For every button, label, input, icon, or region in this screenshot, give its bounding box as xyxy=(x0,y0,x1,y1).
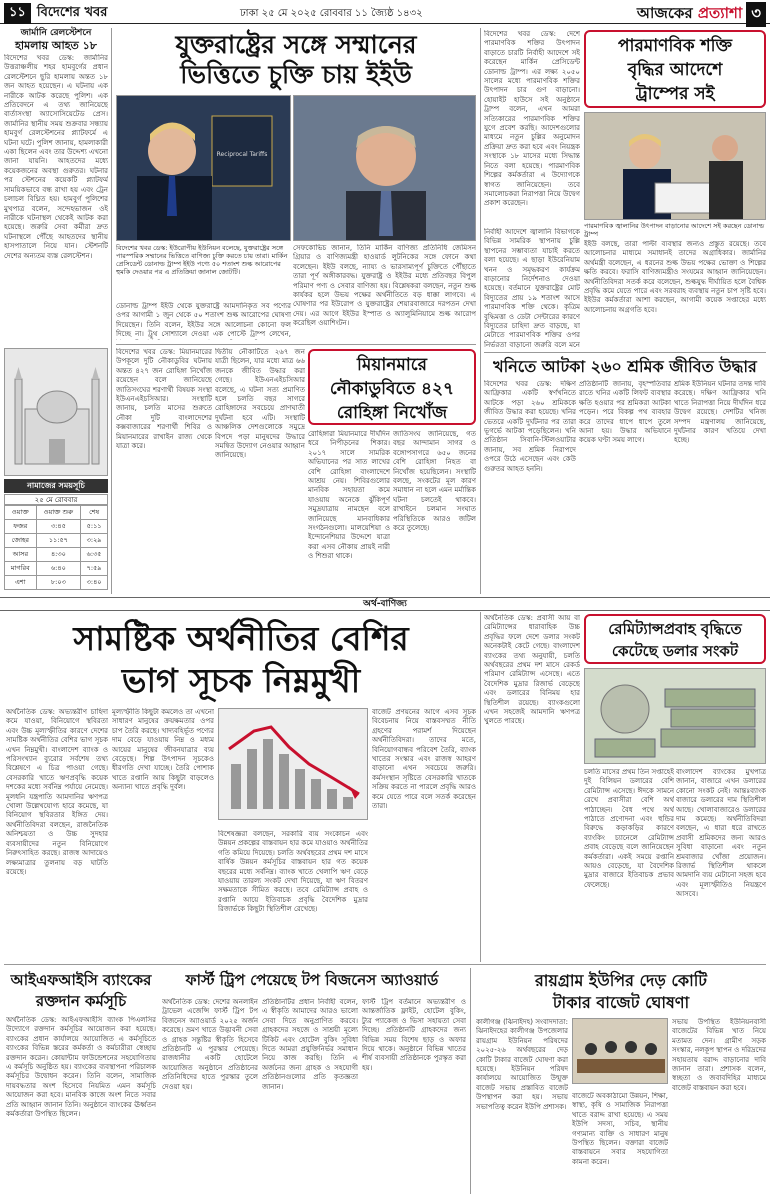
eu-body-2: সেফকোভিচ জানান, তিনি মার্কিন বাণিজ্য প্রতিনিধি জেমিসন গ্রিয়ার ও বাণিজ্যমন্ত্রী হাওয়ার্ড লুটনিকের সঙ্গে ফোনে কথা বলেছেন। ইইউ বলছে, ন্যায্য ও ভারসাম্যপূর্ণ চুক্তিতে পৌঁছাতে তারা পূর্ণ অঙ্গীকারবদ্ধ। যুক্তরাষ্ট্র ও ইইউর মধ্যে প্রতিবছর বিপুল পরিমাণ পণ্য ও সেবার বাণিজ্য হয়। বিশ্লেষকরা বলছেন, নতুন শুল্ক কার্যকর হলে উভয় পক্ষের অর্থনীতিতে বড় ধাক্কা লাগবে। এ ঘোষণার পর ইউরোপ ও যুক্তরাষ্ট্রের শেয়ারবাজারে দরপতন দেখা দেয়। এর আগে ইইউর ইস্পাত ও অ্যালুমিনিয়ামে শুল্ক আরোপ করেছিল ওয়াশিংটন। xyxy=(293,244,476,328)
column-divider xyxy=(480,612,481,962)
germany-article xyxy=(4,28,108,344)
column-divider xyxy=(470,968,471,1194)
prayer-cell: ৭:৫৯ xyxy=(81,562,108,576)
nuclear-headline-line1: পারমাণবিক শক্তি xyxy=(617,36,733,56)
column-divider xyxy=(480,28,481,594)
prayer-cell: ফজর xyxy=(5,520,37,534)
myanmar-body-1: বিদেশের খবর ডেস্ক: মিয়ানমারের উপকূলে দুটি নৌকাডুবির ঘটনায় অন্তত ৪২৭ জন রোহিঙ্গা নিখোঁজ রয়েছেন বলে জানিয়েছে জাতিসংঘের শরণার্থী বিষয়ক সংস্থা ইউএনএইচসিআর। সংস্থাটি জানায়, চলতি মাসের শুরুতে নৌকা দুটি বাংলাদেশের কক্সবাজারের শরণার্থী শিবির ও মিয়ানমারের রাখাইন রাজ্য থেকে যাত্রা করে। xyxy=(116,348,212,451)
prayer-cell: ৮:০৩ xyxy=(36,576,81,590)
myanmar-headline-line2: নৌকাডুবিতে ৪২৭ xyxy=(329,379,455,399)
prayer-cell: ৩:৪৫ xyxy=(36,520,81,534)
prayer-header: ওয়াক্ত শুরু xyxy=(36,506,81,520)
column-divider xyxy=(111,28,112,594)
trend-down-icon xyxy=(219,709,368,820)
eu-body-1: ডোনাল্ড ট্রাম্প ইইউ থেকে যুক্তরাষ্ট্রে আমদানিকৃত সব পণ্যের ওপর আগামী ১ জুন থেকে ৫০ শতাংশ শুল্ক আরোপের ঘোষণা দিয়েছেন। তিনি বলেন, ইইউর সঙ্গে আলোচনা কোনো ফল দিচ্ছে না। ট্রুথ সোশ্যালে দেওয়া এক পোস্টে ট্রাম্প লেখেন, xyxy=(116,302,291,339)
raigram-body-1: কালীগঞ্জ (ঝিনাইদহ) সংবাদদাতা: ঝিনাইদহের কালীগঞ্জ উপজেলার রায়গ্রাম ইউনিয়ন পরিষদের ২০২৫-২৬ অর্থবছরের দেড় কোটি টাকার বাজেট ঘোষণা করা হয়েছে। ইউনিয়ন পরিষদ কার্যালয়ে আয়োজিত উন্মুক্ত বাজেট সভায় প্রস্তাবিত বাজেট উপস্থাপন করা হয়। সভায় সভাপতিত্ব করেন ইউপি প্রশাসক। xyxy=(476,1018,568,1111)
myanmar-body-2: দ্বিতীয় নৌকাটিতে ২৬৭ জন যাত্রী ছিলেন, যার মধ্যে মাত্র ৬৬ জনকে জীবিত উদ্ধার করা গেছে। ইউএনএইচসিআর বলেছে, এ ঘটনা সত্য প্রমাণিত হলে চলতি বছর সাগরে রোহিঙ্গাদের সবচেয়ে প্রাণঘাতী দুর্ঘটনা হবে এটি। সংস্থাটি আঞ্চলিক দেশগুলোকে সমুদ্রে বিপদে পড়া মানুষদের উদ্ধারে সমন্বিত উদ্যোগ নেওয়ার আহ্বান জানিয়েছে। xyxy=(215,348,305,460)
economy-headline xyxy=(6,618,476,702)
myanmar-headline xyxy=(308,349,476,425)
firsttrip-headline: ফার্স্ট ট্রিপ পেয়েছে টপ বিজনেস অ্যাওয়ার্ড xyxy=(185,971,439,989)
dollar-bills-icon xyxy=(585,669,766,764)
row-divider xyxy=(484,352,766,353)
photo-board-text: Reciprocal Tariffs xyxy=(216,151,268,158)
myanmar-headline-line1: মিয়ানমারে xyxy=(357,355,427,375)
raigram-headline xyxy=(476,970,766,1014)
nuclear-photo xyxy=(584,112,766,220)
raigram-body-2: বাজেটে অবকাঠামো উন্নয়ন, শিক্ষা, স্বাস্থ্য, কৃষি ও সামাজিক নিরাপত্তা খাতে বরাদ্দ রাখা হয়েছে। এ সময় ইউপি সদস্য, সচিব, স্থানীয় গণ্যমান্য ব্যক্তি ও সাধারণ মানুষ উপস্থিত ছিলেন। বক্তারা বাজেট বাস্তবায়নে সবার সহযোগিতা কামনা করেন। xyxy=(572,1092,668,1166)
prayer-cell: ৩:৪০ xyxy=(81,576,108,590)
mine-headline: খনিতে আটকা ২৬০ শ্রমিক জীবিত উদ্ধার xyxy=(493,357,757,376)
person-icon xyxy=(294,96,476,241)
prayer-cell: মাগরিব xyxy=(5,562,37,576)
masthead-name: প্রত্যাশা xyxy=(697,4,743,22)
eu-headline xyxy=(116,30,476,90)
nuclear-headline-line3: ট্রাম্পের সই xyxy=(635,84,715,104)
page-number-right: ৩ xyxy=(746,2,766,27)
remittance-headline-line2: কেটেছে ডলার সংকট xyxy=(611,642,739,660)
remittance-headline-line1: রেমিট্যান্সপ্রবাহ বৃদ্ধিতে xyxy=(608,620,742,638)
prayer-date: ২৫ মে রোববার xyxy=(4,494,108,505)
page-header xyxy=(0,0,770,24)
prayer-header: শেষ xyxy=(81,506,108,520)
eu-headline-line2: ভিত্তিতে চুক্তি চায় ইইউ xyxy=(180,60,412,89)
trump-photo xyxy=(116,95,291,241)
eu-caption: বিদেশের খবর ডেস্ক: ইউরোপীয় ইউনিয়ন বলেছে, যুক্তরাষ্ট্রের সঙ্গে পারস্পরিক সম্মানের ভিত্তিতে বাণিজ্য চুক্তি করতে চায় তারা। মার্কিন প্রেসিডেন্ট ডোনাল্ড ট্রাম্প ইইউ পণ্যে ৫০ শতাংশ শুল্ক আরোপের হুমকি দেওয়ার পর এ প্রতিক্রিয়া জানাল জোটটি। xyxy=(116,244,288,276)
masthead-prefix: আজকের xyxy=(636,4,693,22)
economy-chart-caption xyxy=(218,820,368,828)
prayer-table xyxy=(4,505,108,590)
firsttrip-body-1: অর্থনৈতিক ডেস্ক: দেশের অনলাইন ট্রাভেল এজেন্সি ফার্স্ট ট্রিপ টপ বিজনেস অ্যাওয়ার্ড ২০২৫ অর্জন করেছে। ভ্রমণ খাতে উদ্ভাবনী সেবা ও গ্রাহক সন্তুষ্টির স্বীকৃতি হিসেবে প্রতিষ্ঠানটি এ পুরস্কার পেয়েছে। রাজধানীর একটি হোটেলে আয়োজিত অনুষ্ঠানে প্রতিষ্ঠানের প্রতিনিধিদের হাতে পুরস্কার তুলে দেওয়া হয়। xyxy=(162,998,258,1091)
economy-body-3: বিশেষজ্ঞরা বলছেন, সরকারি ব্যয় সংকোচন এবং উন্নয়ন প্রকল্পের বাস্তবায়ন হার কমে যাওয়াও অর্থনীতির গতি কমিয়ে দিয়েছে। চলতি অর্থবছরের প্রথম দশ মাসে বার্ষিক উন্নয়ন কর্মসূচির বাস্তবায়ন হার গত কয়েক বছরের মধ্যে সর্বনিম্ন। ব্যাংক খাতে খেলাপি ঋণ বেড়ে যাওয়ায় তারল্য সংকট দেখা দিয়েছে, যা ঋণ বিতরণ সক্ষমতাকে সীমিত করছে। তবে রেমিট্যান্স প্রবাহ ও রপ্তানি আয়ে ইতিবাচক প্রবৃদ্ধি বৈদেশিক মুদ্রার রিজার্ভকে কিছুটা স্থিতিশীল রেখেছে। xyxy=(218,830,368,914)
germany-headline: হামলায় আহত ১৮ xyxy=(15,39,97,52)
remittance-body-1: অর্থনৈতিক ডেস্ক: প্রবাসী আয় বা রেমিট্যান্সের ধারাবাহিক উচ্চ প্রবৃদ্ধির ফলে দেশে ডলার সংকট অনেকটাই কেটে গেছে। বাংলাদেশ ব্যাংকের তথ্য অনুযায়ী, চলতি অর্থবছরের প্রথম দশ মাসে রেকর্ড পরিমাণ রেমিট্যান্স এসেছে। এতে বৈদেশিক মুদ্রার রিজার্ভ বেড়েছে এবং ডলারের বিনিময় হার স্থিতিশীল রয়েছে। ব্যাংকগুলো এখন সহজেই আমদানি ঋণপত্র খুলতে পারছে। xyxy=(484,614,580,726)
mine-body-2: প্রতিষ্ঠানটি জানায়, বৃহস্পতিবার রাতে খনির একটি লিফট ব্যবস্থার ক্ষতি হওয়ার পর শ্রমিকরা আটকা পড়েন। পরে বিকল্প পথ ব্যবহার করে তাদের ধাপে ধাপে তুলে আনা হয়। উদ্ধার অভিযানে কয়েক ঘণ্টা সময় লাগে। xyxy=(579,380,671,445)
raigram-headline-line1: রায়গ্রাম ইউপির দেড় কোটি xyxy=(534,971,708,990)
row-divider xyxy=(116,344,476,345)
prayer-cell: জোহর xyxy=(5,534,37,548)
nuclear-headline-line2: বৃদ্ধির আদেশে xyxy=(627,60,723,80)
myanmar-body-3: রোহিঙ্গারা মিয়ানমারে দীর্ঘদিন ধরে নিপীড়নের শিকার। ২০১৭ সালে সামরিক অভিযানের পর সাত লাখের বেশি রোহিঙ্গা বাংলাদেশে আশ্রয় নেয়। শিবিরগুলোর মানবিক সহায়তা কমে যাওয়ায় অনেকে ঝুঁকিপূর্ণ সমুদ্রযাত্রায় নামছেন বলে জানিয়েছে মানবাধিকার সংগঠনগুলো। মালয়েশিয়া ও ইন্দোনেশিয়ার উদ্দেশে যাত্রা করা এসব নৌকায় প্রায়ই নারী ও শিশুরা থাকে। xyxy=(308,430,390,561)
signing-icon xyxy=(585,113,766,220)
firsttrip-body-3: ফার্স্ট ট্রিপ বর্তমানে অভ্যন্তরীণ ও আন্তর্জাতিক ফ্লাইট, হোটেল বুকিং, ট্যুর প্যাকেজ ও ভিসা সহায়তা সেবা দিচ্ছে। প্রতিষ্ঠানটি গ্রাহকদের জন্য বিভিন্ন সময় বিশেষ ছাড় ও অফার দিয়ে থাকে। অনুষ্ঠানে বিভিন্ন খাতের শীর্ষ ব্যবসায়ী প্রতিষ্ঠানকে পুরস্কৃত করা হয়। xyxy=(362,998,466,1072)
mosque-photo xyxy=(4,348,108,476)
economy-body-4: বাজেট প্রণয়নের আগে এসব সূচক বিবেচনায় নিয়ে বাস্তবসম্মত নীতি গ্রহণের পরামর্শ দিয়েছেন অর্থনীতিবিদরা। তাদের মতে, বিনিয়োগবান্ধব পরিবেশ তৈরি, ব্যাংক খাতের সংস্কার এবং রাজস্ব আহরণ বাড়ানো এখন সবচেয়ে জরুরি। কর্মসংস্থান সৃষ্টিতে বেসরকারি খাতকে সক্রিয় করতে না পারলে প্রবৃদ্ধি আরও কমে যেতে পারে বলে সতর্ক করেছেন তারা। xyxy=(372,708,476,811)
prayer-cell: আসর xyxy=(5,548,37,562)
remittance-headline xyxy=(584,614,766,664)
mine-body-3: শ্রমিক ইউনিয়ন ঘটনার তদন্ত দাবি করেছে। দক্ষিণ আফ্রিকার খনি খাতে নিরাপত্তা নিয়ে দীর্ঘদিন ধরে উদ্বেগ রয়েছে। দেশটির খনিজ সম্পদ মন্ত্রণালয় জানিয়েছে, দুর্ঘটনার কারণ খতিয়ে দেখা হচ্ছে। xyxy=(674,380,766,445)
mosque-icon xyxy=(5,349,108,476)
raigram-body-3: সভায় উপস্থিত ইউনিয়নবাসী বাজেটের বিভিন্ন খাত নিয়ে মতামত দেন। গ্রামীণ সড়ক সংস্কার, নলকূপ স্থাপন ও দরিদ্রদের সহায়তায় বরাদ্দ বাড়ানোর দাবি জানান তারা। প্রশাসক বলেন, স্বচ্ছতা ও জবাবদিহির মাধ্যমে বাজেট বাস্তবায়ন করা হবে। xyxy=(672,1018,766,1092)
raigram-headline-line2: টাকার বাজেট ঘোষণা xyxy=(552,993,690,1012)
prayer-cell: ৫:১১ xyxy=(81,520,108,534)
remittance-body-2: চলতি মাসের প্রথম তিন সপ্তাহেই দুই বিলিয়ন ডলারের বেশি রেমিট্যান্স এসেছে। ঈদকে সামনে রেখে প্রবাসীরা বেশি অর্থ পাঠাচ্ছেন। বৈধ পথে অর্থ পাঠাতে প্রণোদনা এবং হুন্ডির বিরুদ্ধে কড়াকড়ির কারণে ব্যাংকিং চ্যানেলে রেমিট্যান্স প্রবাহ বেড়েছে বলে জানিয়েছেন কর্মকর্তারা। একই সময়ে রপ্তানি আয়ও বেড়েছে, যা বৈদেশিক মুদ্রার বাজারে ইতিবাচক প্রভাব ফেলেছে। xyxy=(584,768,674,889)
economy-headline-line2: ভাগ সূচক নিম্নমুখী xyxy=(121,661,361,700)
ific-body: অর্থনৈতিক ডেস্ক: আইএফআইসি ব্যাংক পিএলসির উদ্যোগে রক্তদান কর্মসূচির আয়োজন করা হয়েছে। ব্যাংকের প্রধান কার্যালয়ে আয়োজিত এ কর্মসূচিতে ব্যাংকের বিভিন্ন স্তরের কর্মকর্তা ও কর্মচারীরা স্বেচ্ছায় রক্তদান করেন। কোয়ান্টাম ফাউন্ডেশনের সহযোগিতায় এ কর্মসূচি অনুষ্ঠিত হয়। ব্যাংকের ব্যবস্থাপনা পরিচালক কর্মসূচির উদ্বোধন করেন। তিনি বলেন, সামাজিক দায়বদ্ধতার অংশ হিসেবে নিয়মিত এমন কর্মসূচি আয়োজন করা হবে। মানবিক কাজে অংশ নিতে সবার প্রতি আহ্বান জানান তিনি। অনুষ্ঠানে ব্যাংকের ঊর্ধ্বতন কর্মকর্তারা উপস্থিত ছিলেন। xyxy=(6,1016,156,1119)
meeting-icon xyxy=(573,1019,668,1084)
economy-chart-graphic xyxy=(218,708,368,820)
dollar-photo xyxy=(584,668,766,764)
economy-body-2: মূল্যস্ফীতি কিছুটা কমলেও তা এখনো সাধারণ মানুষের ক্রয়ক্ষমতার ওপর চাপ তৈরি করছে। খাদ্যবহির্ভূত পণ্যের দাম বেড়ে যাওয়ায় নিম্ন ও মধ্যম আয়ের মানুষের জীবনযাত্রার ব্যয় বেড়েছে। শিল্প উৎপাদন সূচকেও ধীরগতি দেখা যাচ্ছে। তৈরি পোশাক খাতে রপ্তানি আয় কিছুটা বাড়লেও অন্যান্য খাতে প্রবৃদ্ধি দুর্বল। xyxy=(112,708,214,792)
remittance-body-3: বাংলাদেশ ব্যাংকের মুখপাত্র জানান, বাজারে এখন ডলারের কোনো সংকট নেই। আন্তঃব্যাংক বাজারে ডলারের দাম স্থিতিশীল আছে। খোলাবাজারেও ডলারের দাম কমেছে। অর্থনীতিবিদরা বলছেন, এ ধারা ধরে রাখতে প্রবাসী শ্রমিকদের জন্য আরও সুবিধা বাড়ানো এবং নতুন শ্রমবাজার খোঁজা প্রয়োজন। রিজার্ভ স্থিতিশীল থাকলে আমদানি ব্যয় মেটানো সহজ হবে এবং মূল্যস্ফীতিও নিয়ন্ত্রণে আসবে। xyxy=(676,768,766,899)
nuclear-headline xyxy=(584,30,766,108)
germany-body: বিদেশের খবর ডেস্ক: জার্মানির উত্তরাঞ্চলীয় শহর হামবুর্গের প্রধান রেলস্টেশনে ছুরি হামলায় অন্তত ১৮ জন আহত হয়েছেন। এ ঘটনায় এক নারীকে আটক করেছে পুলিশ। এক প্রতিবেদনে এ তথ্য জানিয়েছে বার্তাসংস্থা অ্যাসোসিয়েটেড প্রেস। জার্মানির স্থানীয় সময় শুক্রবার সন্ধ্যায় হামবুর্গ রেলস্টেশনের প্ল্যাটফর্মে এ ঘটনা ঘটে। পুলিশ জানায়, হামলাকারী একা ছিলেন এবং তার উদ্দেশ্য এখনো জানা যায়নি। আহতদের মধ্যে কয়েকজনের অবস্থা গুরুতর। ঘটনার পর স্টেশনের কয়েকটি প্ল্যাটফর্ম সাময়িকভাবে বন্ধ রাখা হয় এবং ট্রেন চলাচল বিঘ্নিত হয়। হামবুর্গ পুলিশের মুখপাত্র বলেন, সন্দেহভাজন ওই নারীকে ঘটনাস্থল থেকেই আটক করা হয়েছে। জরুরি সেবা কর্মীরা দ্রুত ঘটনাস্থলে পৌঁছে আহতদের স্থানীয় হাসপাতালে নিয়ে যান। স্টেশনটি দেশের অন্যতম ব্যস্ত রেলস্টেশন। xyxy=(4,54,108,260)
section-bar: অর্থ-বাণিজ্য xyxy=(0,597,770,611)
economy-body-1: অর্থনৈতিক ডেস্ক: অভ্যন্তরীণ চাহিদা কমে যাওয়া, বিনিয়োগে স্থবিরতা এবং উচ্চ মূল্যস্ফীতির কারণে দেশের সামষ্টিক অর্থনীতির বেশির ভাগ সূচক এখন নিম্নমুখী। বাংলাদেশ ব্যাংক ও পরিসংখ্যান ব্যুরোর সর্বশেষ তথ্য বিশ্লেষণে এ চিত্র পাওয়া গেছে। বেসরকারি খাতে ঋণপ্রবৃদ্ধি কয়েক দশকের মধ্যে সর্বনিম্ন পর্যায়ে নেমেছে। মূলধনি যন্ত্রপাতি আমদানির ঋণপত্র খোলা উল্লেখযোগ্য হারে কমেছে, যা বিনিয়োগ স্থবিরতার ইঙ্গিত দেয়। অর্থনীতিবিদরা বলছেন, রাজনৈতিক অনিশ্চয়তা ও উচ্চ সুদহার ব্যবসায়ীদের নতুন বিনিয়োগে নিরুৎসাহিত করছে। রাজস্ব আদায়েও লক্ষ্যমাত্রার তুলনায় বড় ঘাটতি রয়েছে। xyxy=(6,708,108,876)
raigram-photo xyxy=(572,1018,668,1084)
prayer-header: ওয়াক্ত xyxy=(5,506,37,520)
prayer-cell: ৬:৩৫ xyxy=(81,548,108,562)
dateline: ঢাকা ২৫ মে ২০২৫ রোববার ১১ জ্যৈষ্ঠ ১৪৩২ xyxy=(240,8,423,19)
raigram-photo-caption xyxy=(572,1085,668,1091)
section-name: বিদেশের খবর xyxy=(36,5,108,20)
nuclear-body-3: ইইউ বলছে, তারা পাল্টা ব্যবস্থার জন্যও প্রস্তুত রয়েছে। তবে আলোচনার মাধ্যমে সমাধানই তাদের অগ্রাধিকার। জার্মানির অর্থমন্ত্রী বলেছেন, এ ধরনের শুল্ক উভয় পক্ষের ভোক্তা ও শিল্পের ক্ষতি করবে। ফরাসি বাণিজ্যমন্ত্রীও সংযমের আহ্বান জানিয়েছেন। অর্থনীতিবিদরা সতর্ক করে বলেছেন, শুল্কযুদ্ধ দীর্ঘায়িত হলে বৈশ্বিক প্রবৃদ্ধি কমে যেতে পারে এবং সরবরাহ ব্যবস্থায় নতুন চাপ সৃষ্টি হবে। ইইউর কর্মকর্তারা আশা করছেন, আগামী কয়েক সপ্তাহের মধ্যে আলোচনায় অগ্রগতি হবে। xyxy=(584,240,766,314)
myanmar-headline-line3: রোহিঙ্গা নিখোঁজ xyxy=(336,403,448,423)
prayer-cell: ৩:২৯ xyxy=(81,534,108,548)
prayer-cell: ১১:৫৭ xyxy=(36,534,81,548)
section-title xyxy=(4,3,107,24)
sefcovic-photo xyxy=(293,95,476,241)
row-divider xyxy=(4,964,766,965)
ific-headline: আইএফআইসি ব্যাংকের রক্তদান কর্মসূচি xyxy=(10,971,152,1010)
prayer-title: নামাজের সময়সূচি xyxy=(4,479,108,493)
prayer-cell: ৪:৩০ xyxy=(36,548,81,562)
economy-headline-line1: সামষ্টিক অর্থনীতির বেশির xyxy=(73,619,409,658)
prayer-cell: ৬:৪০ xyxy=(36,562,81,576)
myanmar-body-4: জাতিসংঘ জানিয়েছে, গত বছর আন্দামান সাগর ও বঙ্গোপসাগরে ৬৫০ জনের বেশি রোহিঙ্গা নিহত বা নিখোঁজ হয়েছিলেন। সংস্থাটি বলছে, সংকটের মূল কারণ সমাধান না হলে এমন মর্মান্তিক ঘটনা চলতেই থাকবে। রাখাইনে চলমান সংঘাত পরিস্থিতিকে আরও জটিল করে তুলেছে। xyxy=(393,430,476,533)
page-number-left: ১১ xyxy=(4,3,31,24)
mine-body-1: বিদেশের খবর ডেস্ক: দক্ষিণ আফ্রিকার একটি স্বর্ণখনিতে আটকে পড়া ২৬০ শ্রমিককে জীবিত উদ্ধার করা হয়েছে। খনির ভেতরে একটি দুর্ঘটনার পর তারা ভূগর্ভে আটকা পড়েছিলেন। খনি প্রতিষ্ঠান সিবানি-স্টিলওয়াটার জানায়, সব শ্রমিক নিরাপদে ওপরে উঠে এসেছেন এবং কেউ গুরুতর আহত হননি। xyxy=(484,380,576,473)
nuclear-body: বিদেশের খবর ডেস্ক: দেশে পারমাণবিক শক্তির উৎপাদন বাড়াতে চারটি নির্বাহী আদেশে সই করেছেন মার্কিন প্রেসিডেন্ট ডোনাল্ড ট্রাম্প। এর লক্ষ্য ২০৫০ সালের মধ্যে পারমাণবিক শক্তির উৎপাদন চার গুণ বাড়ানো। হোয়াইট হাউসে সই অনুষ্ঠানে ট্রাম্প বলেন, এখন আমরা সত্যিকারের পারমাণবিক শক্তির যুগে প্রবেশ করছি। আদেশগুলোর মাধ্যমে নতুন চুল্লির অনুমোদন প্রক্রিয়া দ্রুত করা হবে এবং নিয়ন্ত্রক সংস্থাকে ১৮ মাসের মধ্যে সিদ্ধান্ত নিতে বলা হয়েছে। পারমাণবিক শিল্পের কর্মকর্তারা এ উদ্যোগকে স্বাগত জানিয়েছেন। তবে সমালোচকরা নিরাপত্তা নিয়ে উদ্বেগ প্রকাশ করেছেন। xyxy=(484,30,580,208)
person-icon xyxy=(117,96,291,241)
nuclear-body-2a: নির্বাহী আদেশে জ্বালানি বিভাগকে বিভিন্ন সামরিক স্থাপনায় চুল্লি স্থাপনের সম্ভাব্যতা যাচাই করতে বলা হয়েছে। এ ছাড়া ইউরেনিয়াম খনন ও সমৃদ্ধকরণ কার্যক্রম বাড়ানোর নির্দেশনাও দেওয়া হয়েছে। বর্তমানে যুক্তরাষ্ট্রের মোট বিদ্যুতের প্রায় ১৯ শতাংশ আসে পারমাণবিক শক্তি থেকে। কৃত্রিম বুদ্ধিমত্তা ও ডেটা সেন্টারের কারণে বিদ্যুতের চাহিদা দ্রুত বাড়ছে, যা মেটাতে পারমাণবিক শক্তির ওপর নির্ভরতা বাড়ানো জরুরি বলে মনে xyxy=(484,228,580,349)
germany-kicker: জার্মানি রেলস্টেশনে xyxy=(20,28,92,38)
masthead xyxy=(637,2,766,27)
eu-headline-line1: যুক্তরাষ্ট্রের সঙ্গে সম্মানের xyxy=(175,30,417,59)
nuclear-photo-caption: পারমাণবিক জ্বালানির উৎপাদন বাড়ানোর আদেশে সই করছেন ডোনাল্ড ট্রাম্প xyxy=(584,222,765,238)
prayer-cell: এশা xyxy=(5,576,37,590)
firsttrip-body-2: প্রতিষ্ঠানটির প্রধান নির্বাহী বলেন, এ স্বীকৃতি আমাদের আরও ভালো সেবা দিতে অনুপ্রাণিত করবে। গ্রাহকদের সহজে ও সাশ্রয়ী মূল্যে টিকিট এবং হোটেল বুকিং সুবিধা দিতে আমরা প্রযুক্তিনির্ভর সমাধান নিয়ে কাজ করছি। তিনি এ অর্জনের জন্য গ্রাহক ও সহযোগী প্রতিষ্ঠানগুলোর প্রতি কৃতজ্ঞতা জানান। xyxy=(262,998,358,1091)
